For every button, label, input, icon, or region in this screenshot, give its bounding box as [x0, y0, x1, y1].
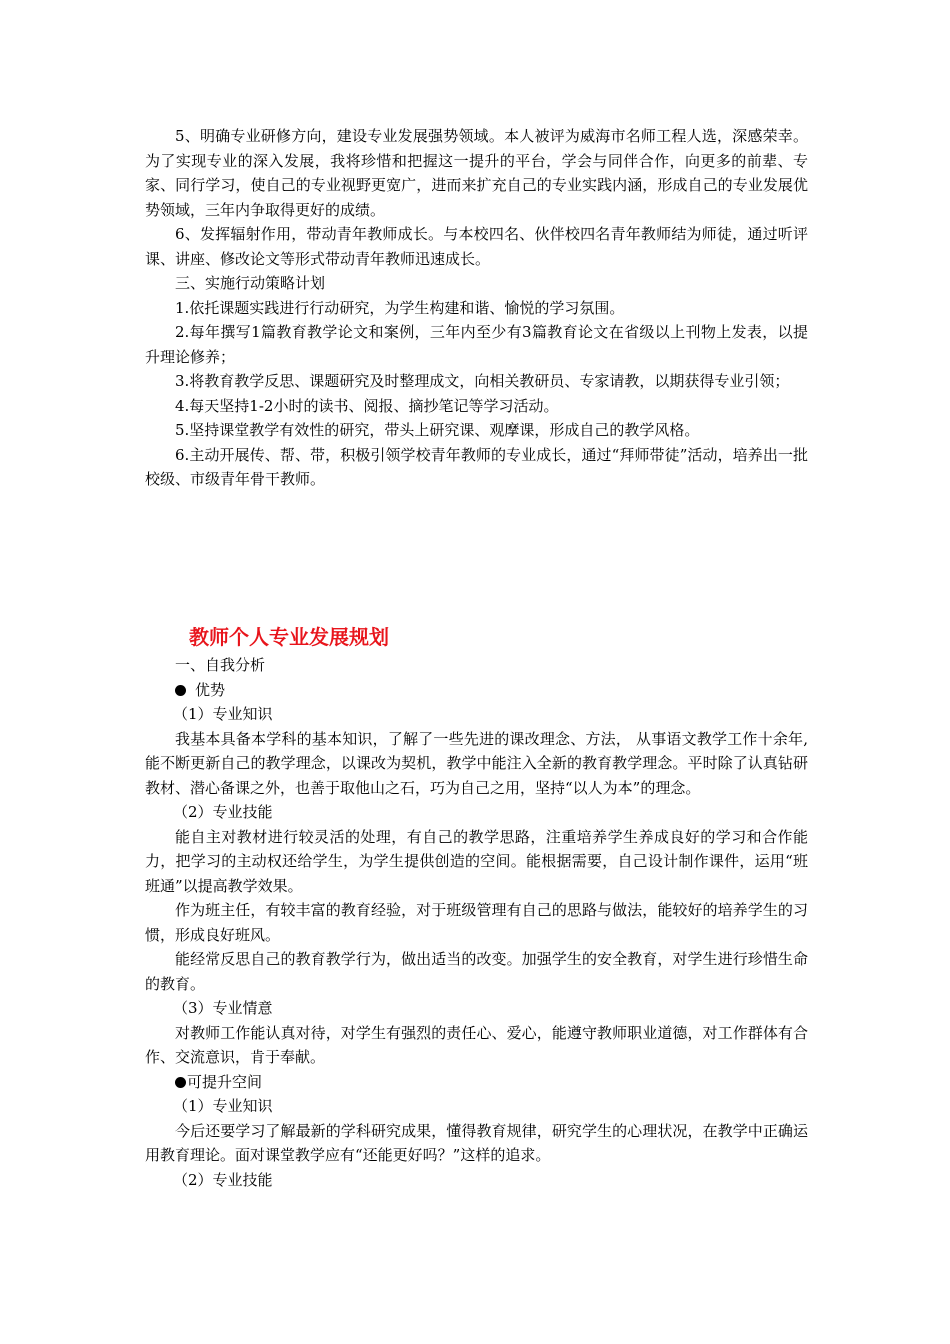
heading-action-plan: 三、实施行动策略计划 — [175, 274, 326, 292]
action-item-5: 5.坚持课堂教学有效性的研究，带头上研究课、观摩课，形成自己的教学风格。 — [175, 421, 700, 439]
paragraph-attitude: 对教师工作能认真对待，对学生有强烈的责任心、爱心，能遵守教师职业道德，对工作群体有合作、交流意识，肯于奉献。 — [145, 1023, 808, 1066]
action-item-6: 6.主动开展传、帮、带，积极引领学校青年教师的专业成长，通过“拜师带徒”活动，培养出一批校级、市级青年骨干教师。 — [145, 445, 808, 488]
paragraph-skills-1: 能自主对教材进行较灵活的处理，有自己的教学思路，注重培养学生养成良好的学习和合作能力，把学习的主动权还给学生，为学生提供创造的空间。能根据需要，自己设计制作课件，运用“班班通”以提高教学效果。 — [145, 827, 808, 895]
bullet-icon — [175, 1077, 186, 1088]
subheading-skills: （2）专业技能 — [173, 803, 273, 821]
action-item-3: 3.将教育教学反思、课题研究及时整理成文，向相关教研员、专家请教，以期获得专业引领； — [175, 372, 790, 390]
bullet-icon — [175, 685, 186, 696]
paragraph-improve-knowledge: 今后还要学习了解最新的学科研究成果，懂得教育规律，研究学生的心理状况，在教学中正确运用教育理论。面对课堂教学应有“还能更好吗？”这样的追求。 — [145, 1121, 808, 1164]
subheading-attitude: （3）专业情意 — [173, 999, 273, 1017]
paragraph-goal-6: 6、发挥辐射作用，带动青年教师成长。与本校四名、伙伴校四名青年教师结为师徒，通过听评课、讲座、修改论文等形式带动青年教师迅速成长。 — [145, 225, 808, 268]
bullet-strengths-label: 优势 — [195, 680, 226, 699]
paragraph-goal-5: 5、明确专业研修方向，建设专业发展强势领域。本人被评为威海市名师工程人选，深感荣幸。为了实现专业的深入发展，我将珍惜和把握这一提升的平台，学会与同伴合作，向更多的前辈、专家、同行学习，使自己的专业视野更宽广，进而来扩充自己的专业实践内涵，形成自己的专业发展优势领域，三年内争取得更好的成绩。 — [145, 127, 808, 219]
paragraph-skills-3: 能经常反思自己的教育教学行为，做出适当的改变。加强学生的安全教育，对学生进行珍惜生命的教育。 — [145, 950, 808, 993]
action-item-2: 2.每年撰写1篇教育教学论文和案例，三年内至少有3篇教育论文在省级以上刊物上发表，以提升理论修养； — [145, 323, 808, 366]
bullet-improvement-label: 可提升空间 — [187, 1072, 263, 1091]
bullet-strengths — [145, 678, 808, 703]
development-plan-section — [145, 624, 808, 1192]
subheading-knowledge: （1）专业知识 — [173, 705, 273, 723]
subheading-improve-skills: （2）专业技能 — [173, 1170, 273, 1189]
document-title: 教师个人专业发展规划 — [189, 625, 389, 649]
action-item-1: 1.依托课题实践进行行动研究，为学生构建和谐、愉悦的学习氛围。 — [175, 298, 625, 317]
heading-self-analysis: 一、自我分析 — [175, 656, 266, 674]
paragraph-skills-2: 作为班主任，有较丰富的教育经验，对于班级管理有自己的思路与做法，能较好的培养学生的习惯，形成良好班风。 — [145, 901, 808, 944]
action-item-4: 4.每天坚持1-2小时的读书、阅报、摘抄笔记等学习活动。 — [175, 396, 559, 415]
bullet-improvement — [145, 1070, 808, 1095]
paragraph-knowledge: 我基本具备本学科的基本知识，了解了一些先进的课改理念、方法， 从事语文教学工作十余年,能不断更新自己的教学理念，以课改为契机，教学中能注入全新的教育教学理念。平时除了认真钻研教材、潜心备课之外，也善于取他山之石，巧为自己之用，坚持“以人为本”的理念。 — [145, 729, 808, 797]
plan-continuation-section — [145, 124, 808, 492]
subheading-improve-knowledge: （1）专业知识 — [173, 1097, 273, 1115]
